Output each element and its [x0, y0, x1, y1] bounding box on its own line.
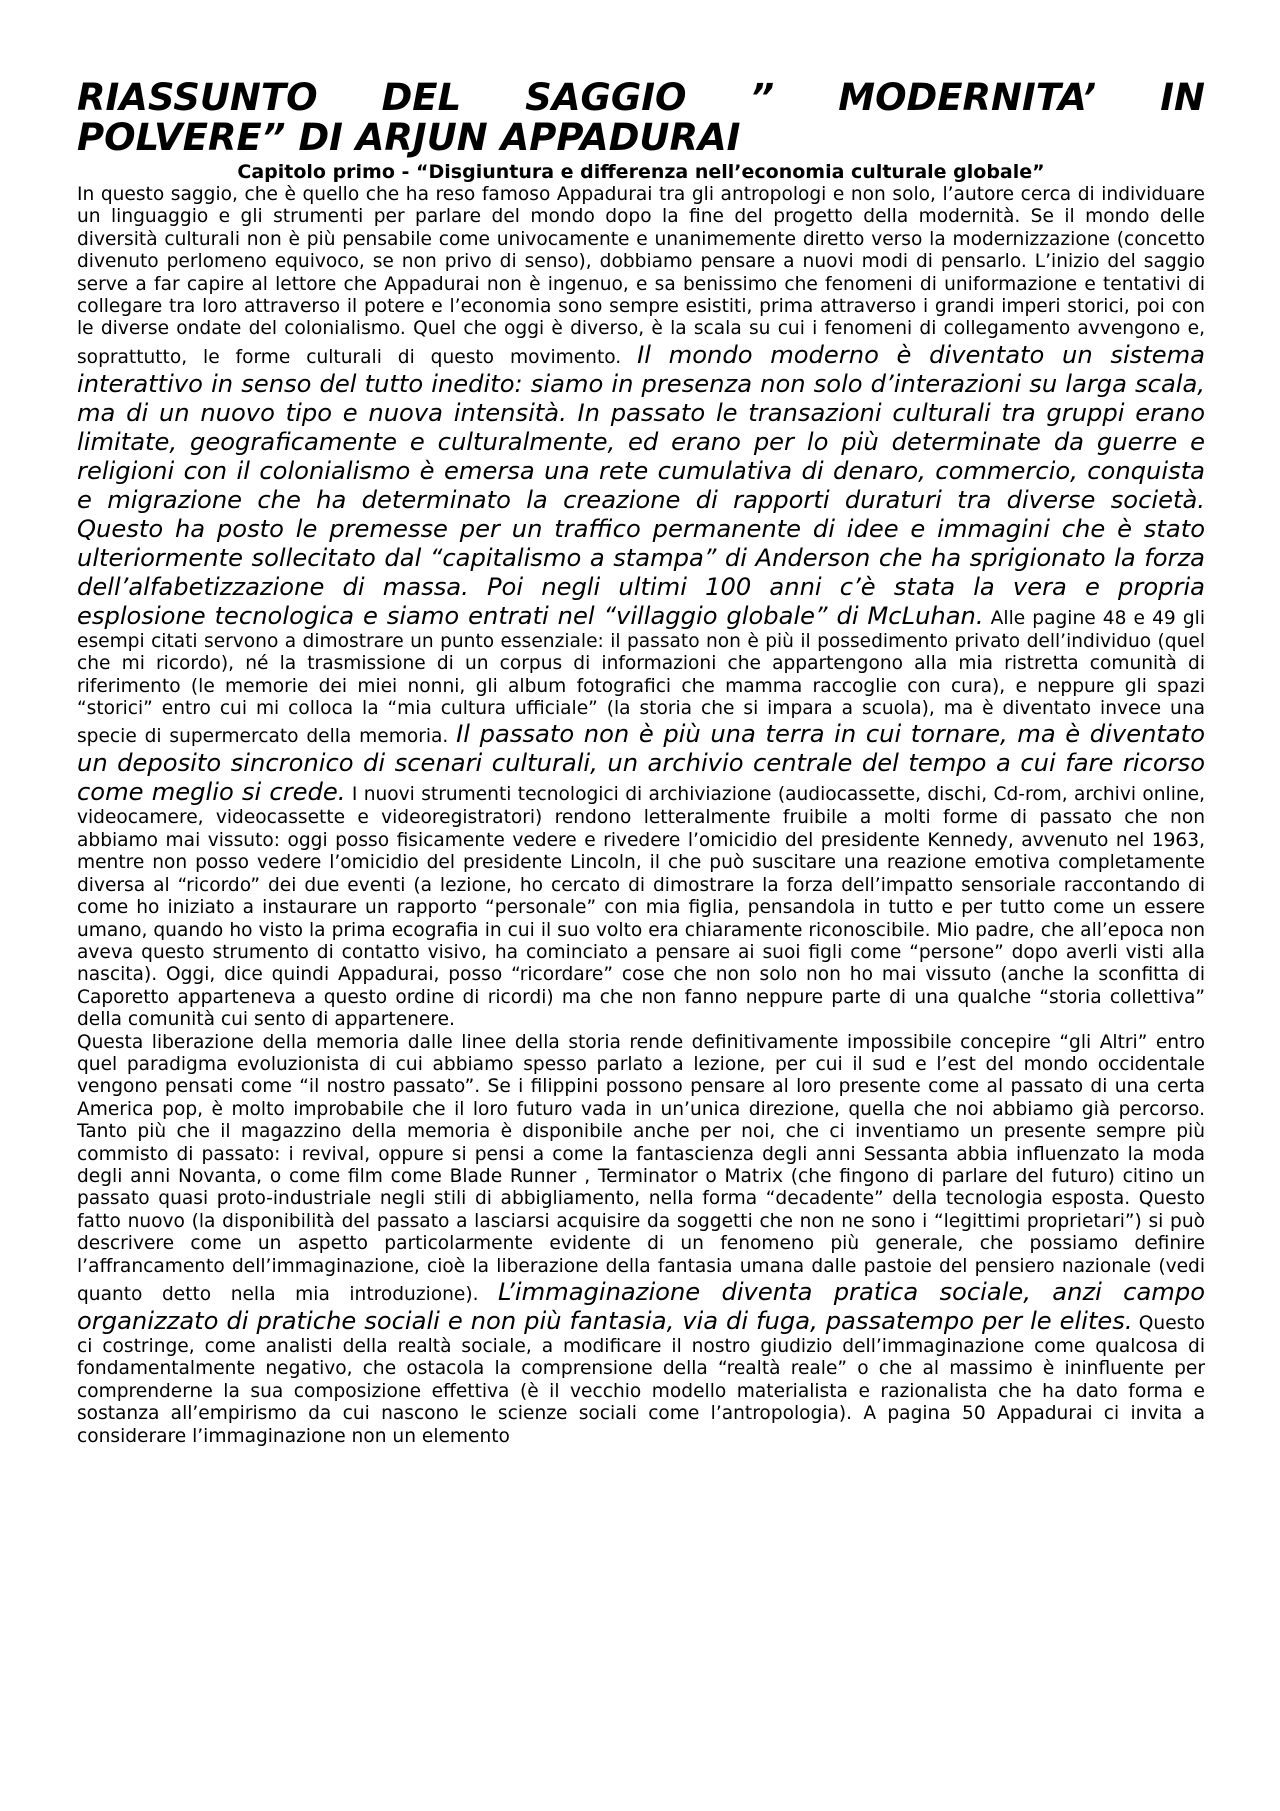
paragraph-1-run: Alle pagine 48 e 49 gli esempi citati servono a dimostrare un punto essenziale: il passato non è più il possedimento privato dell’individuo (quel che mi ricordo), né la trasmissione di un corpus di informazioni che appartengono alla mia ristretta comunità di riferimento (le memorie dei miei nonni, gli album fotografici che mamma raccoglie con cura), e neppure gli spazi “storici” entro cui mi colloca la “mia cultura ufficiale” (la storia che si impara a scuola), ma è diventato invece una specie di supermercato della memoria. [77, 607, 1205, 748]
paragraph-2-run: Questo ci costringe, come analisti della realtà sociale, a modificare il nostro giudizio dell’immaginazione come qualcosa di fondamentalmente negativo, che ostacola la comprensione della “realtà reale” o che al massimo è ininfluente per comprenderne la sua composizione effettiva (è il vecchio modello materialista e razionalista che ha dato forma e sostanza all’empirismo da cui nascono le scienze sociali come l’antropologia). A pagina 50 Appadurai ci invita a considerare l’immaginazione non un elemento [77, 1313, 1205, 1447]
paragraph-2 [77, 1032, 1205, 1449]
paragraph-1-emphasis: Il passato non è più una terra in cui tornare, ma è diventato un deposito sincronico di scenari culturali, un archivio centrale del tempo a cui fare ricorso come meglio si crede. [77, 720, 1205, 807]
title-line-1: RIASSUNTO DEL SAGGIO ” MODERNITA’ IN [77, 76, 1205, 119]
document-title [77, 78, 1205, 158]
chapter-heading: Capitolo primo - “Disgiuntura e differenza nell’economia culturale globale” [237, 161, 1045, 183]
paragraph-1-run: I nuovi strumenti tecnologici di archiviazione (audiocassette, dischi, Cd-rom, archivi online, videocamere, videocassette e videoregistratori) rendono letteralmente fruibile a molti forme di passato che non abbiamo mai vissuto: oggi posso fisicamente vedere e rivedere l’omicidio del presidente Kennedy, avvenuto nel 1963, mentre non posso vedere l’omicidio del presidente Lincoln, il che può suscitare una reazione emotiva completamente diversa al “ricordo” dei due eventi (a lezione, ho cercato di dimostrare la forza dell’impatto sensoriale raccontando di come ho iniziato a instaurare un rapporto “personale” con mia figlia, pensandola in tutto e per tutto come un essere umano, quando ho visto la prima ecografia in cui il suo volto era chiaramente riconoscibile. Mio padre, che all’epoca non aveva questo strumento di contatto visivo, ha cominciato a pensare ai suoi figli come “persone” dopo averli visti alla nascita). Oggi, dice quindi Appadurai, posso “ricordare” cose che non solo non ho mai vissuto (anche la sconfitta di Caporetto apparteneva a questo ordine di ricordi) ma che non fanno neppure parte di una qualche “storia collettiva” della comunità cui sento di appartenere. [77, 784, 1206, 1031]
paragraph-1-emphasis: Il mondo moderno è diventato un sistema interattivo in senso del tutto inedito: siamo in presenza non solo d’interazioni su larga scala, ma di un nuovo tipo e nuova intensità. In passato le transazioni culturali tra gruppi erano limitate, geograficamente e culturalmente, ed erano per lo più determinate da guerre e religioni con il colonialismo è emersa una rete cumulativa di denaro, commercio, conquista e migrazione che ha determinato la creazione di rapporti duraturi tra diverse società. Questo ha posto le premesse per un traffico permanente di idee e immagini che è stato ulteriormente sollecitato dal “capitalismo a stampa” di Anderson che ha sprigionato la forza dell’alfabetizzazione di massa. Poi negli ultimi 100 anni c’è stata la vera e propria esplosione tecnologica e siamo entrati nel “villaggio globale” di McLuhan. [77, 340, 1206, 630]
paragraph-2-emphasis: L’immaginazione diventa pratica sociale, anzi campo organizzato di pratiche sociali e non più fantasia, via di fuga, passatempo per le elites. [77, 1278, 1206, 1335]
title-line-2: POLVERE” DI ARJUN APPADURAI [77, 116, 741, 159]
paragraph-2-run: Questa liberazione della memoria dalle linee della storia rende definitivamente impossibile concepire “gli Altri” entro quel paradigma evoluzionista di cui abbiamo spesso parlato a lezione, per cui il sud e l’est del mondo occidentale vengono pensati come “il nostro passato”. Se i filippini possono pensare al loro presente come al passato di una certa America pop, è molto improbabile che il loro futuro vada in un’unica direzione, quella che noi abbiamo già percorso. Tanto più che il magazzino della memoria è disponibile anche per noi, che ci inventiamo un presente sempre più commisto di passato: i revival, oppure si pensi a come la fantascienza degli anni Sessanta abbia influenzato la moda degli anni Novanta, o come film come Blade Runner , Terminator o Matrix (che fingono di parlare del futuro) citino un passato quasi proto-industriale negli stili di abbigliamento, nella forma “decadente” della tecnologia esposta. Questo fatto nuovo (la disponibilità del passato a lasciarsi acquisire da soggetti che non ne sono i “legittimi proprietari”) si può descrivere come un aspetto particolarmente evidente di un fenomeno più generale, che possiamo definire l’affrancamento dell’immaginazione, cioè la liberazione della fantasia umana dalle pastoie del pensiero nazionale (vedi quanto detto nella mia introduzione). [77, 1031, 1205, 1305]
paragraph-1 [77, 184, 1205, 1032]
document-page [77, 78, 1205, 1448]
paragraph-1-run: In questo saggio, che è quello che ha reso famoso Appadurai tra gli antropologi e non solo, l’autore cerca di individuare un linguaggio e gli strumenti per parlare del mondo dopo la fine del progetto della modernità. Se il mondo delle diversità culturali non è più pensabile come univocamente e unanimemente diretto verso la modernizzazione (concetto divenuto perlomeno equivoco, se non privo di senso), dobbiamo pensare a nuovi modi di pensarlo. L’inizio del saggio serve a far capire al lettore che Appadurai non è ingenuo, e sa benissimo che fenomeni di uniformazione e tentativi di collegare tra loro attraverso il potere e l’economia sono sempre esistiti, prima attraverso i grandi imperi storici, poi con le diverse ondate del colonialismo. Quel che oggi è diverso, è la scala su cui i fenomeni di collegamento avvengono e, soprattutto, le forme culturali di questo movimento. [77, 184, 1205, 368]
